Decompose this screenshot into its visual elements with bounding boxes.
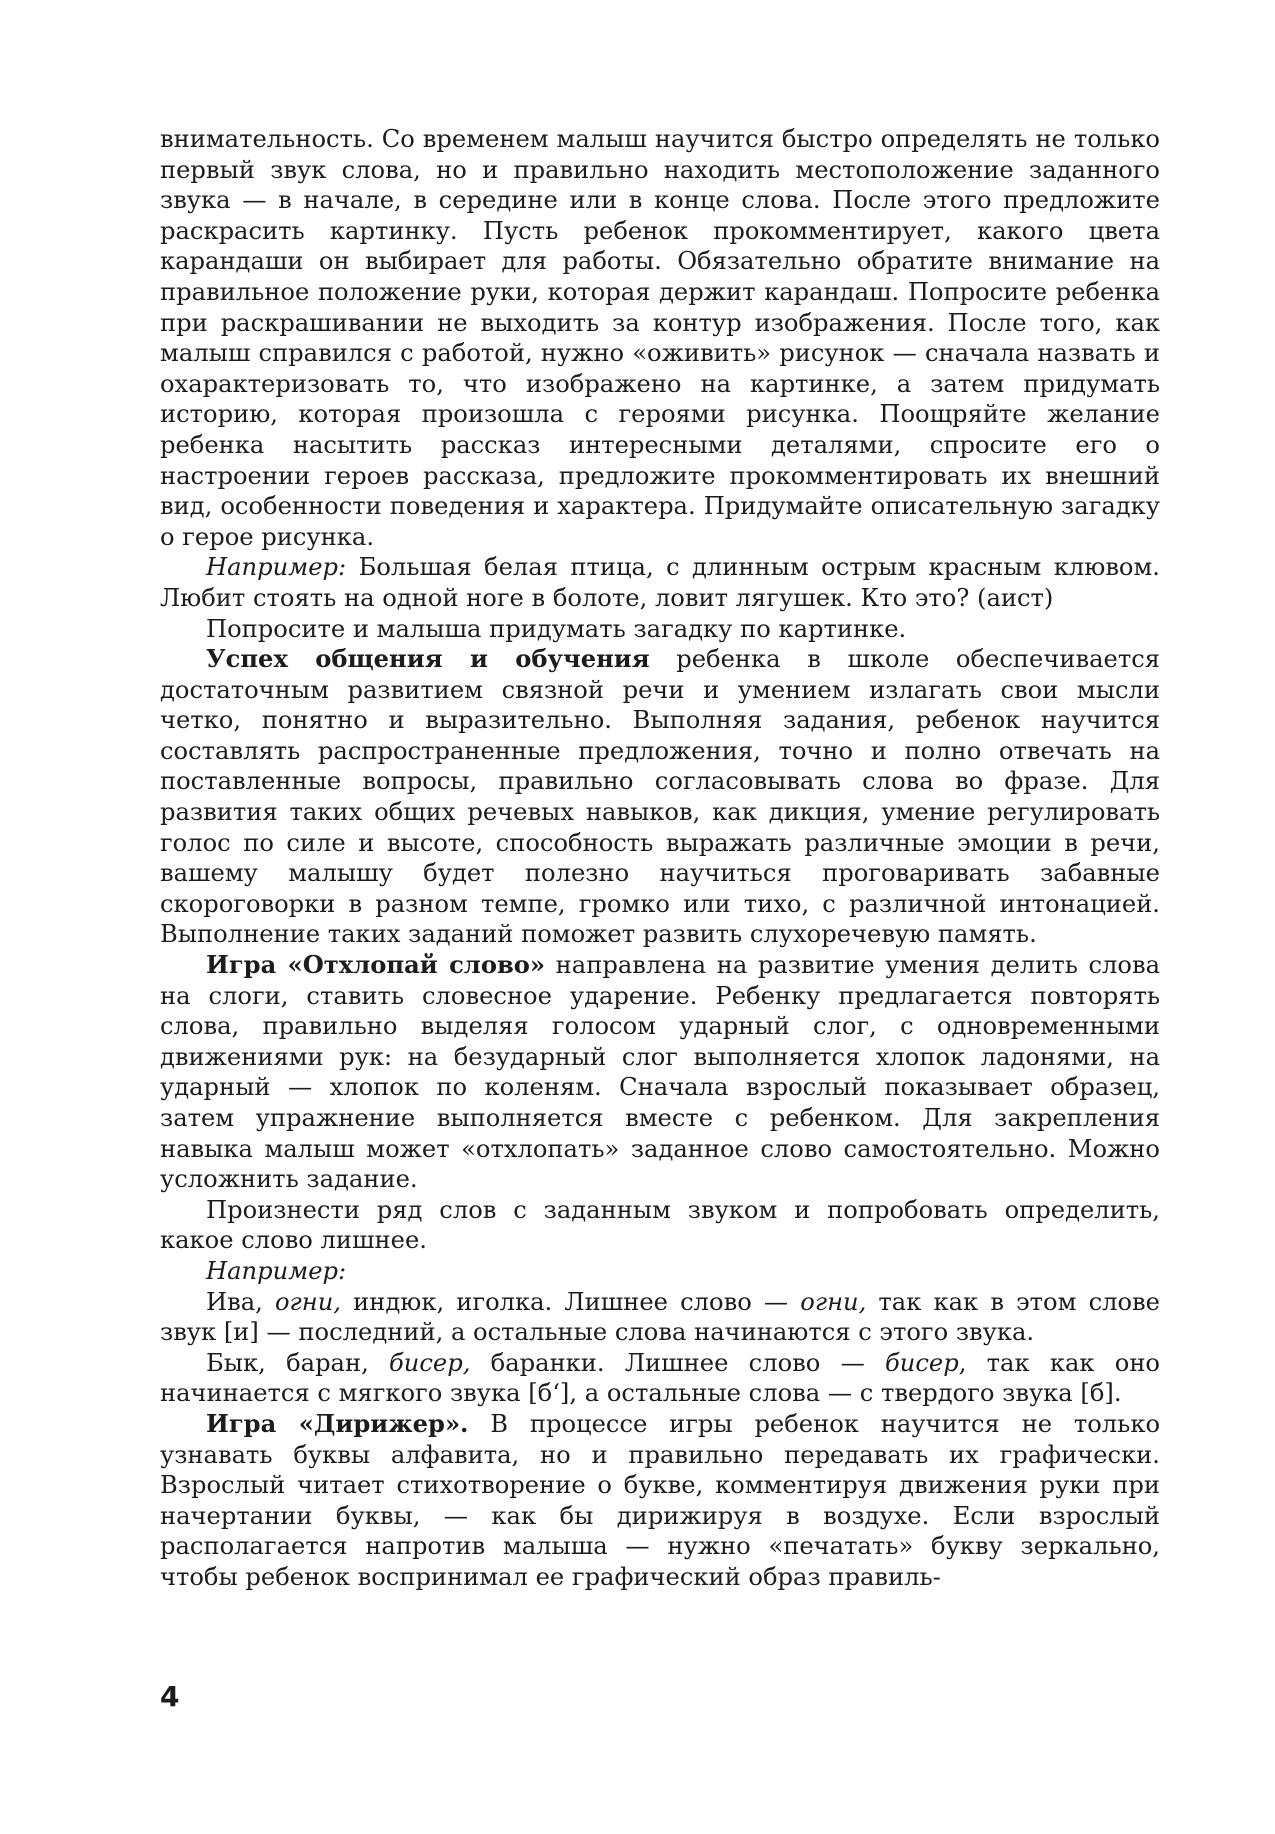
body-text: [160, 124, 1160, 1593]
bold-term: Игра «Дирижер».: [206, 1408, 469, 1438]
paragraph-example-i: Ива, огни, индюк, иголка. Лишнее слово — огни, так как в этом слове звук [и] — последний, а остальные слова начинаются с этого звука.: [160, 1287, 1160, 1347]
paragraph-extra-word: Произнести ряд слов с заданным звуком и попробовать определить, какое слово лишнее.: [160, 1195, 1160, 1255]
page-number: 4: [160, 1680, 180, 1713]
paragraph-communication-success: Успех общения и обучения ребенка в школе обеспечивается достаточным развитием связной речи и умением излагать свои мысли четко, понятно и выразительно. Выполняя задания, ребенок научится составлять распространенные предложения, точно и полно отвечать на поставленные вопросы, правильно согласовывать слова во фразе. Для развития таких общих речевых навыков, как дикция, умение регулировать голос по силе и высоте, способность выражать различные эмоции в речи, вашему малышу будет полезно научиться проговаривать забавные скороговорки в разном темпе, громко или тихо, с различной интонацией. Выполнение таких заданий поможет развить слухоречевую память.: [160, 644, 1161, 949]
paragraph-conductor-game: Игра «Дирижер». В процессе игры ребенок научится не только узнавать буквы алфавита, но и правильно передавать их графически. Взрослый читает стихотворение о букве, комментируя движения руки при начертании буквы, — как бы дирижируя в воздухе. Если взрослый располагается напротив малыша — нужно «печатать» букву зеркально, чтобы ребенок воспринимал ее графический образ правиль-: [160, 1408, 1161, 1591]
paragraph-example-label: [160, 1256, 1160, 1287]
example-label: Например:: [206, 1256, 347, 1285]
paragraph-clap-game: Игра «Отхлопай слово» направлена на развитие умения делить слова на слоги, ставить словесное ударение. Ребенку предлагается повторять слова, правильно выделяя голосом ударный слог, с одновременными движениями рук: на безударный слог выполняется хлопок ладонями, на ударный — хлопок по коленям. Сначала взрослый показывает образец, затем упражнение выполняется вместе с ребенком. Для закрепления навыка малыш может «отхлопать» заданное слово самостоятельно. Можно усложнить задание.: [160, 950, 1161, 1194]
bold-term: Успех общения и обучения: [206, 644, 650, 674]
paragraph-continuation: внимательность. Со временем малыш научится быстро определять не только первый звук слова, но и правильно находить местоположение заданного звука — в начале, в середине или в конце слова. После этого предложите раскрасить картинку. Пусть ребенок прокомментирует, какого цвета карандаши он выбирает для работы. Обязательно обратите внимание на правильное положение руки, которая держит карандаш. Попросите ребенка при раскрашивании не выходить за контур изображения. После того, как малыш справился с работой, нужно «оживить» рисунок — сначала назвать и охарактеризовать то, что изображено на картинке, а затем придумать историю, которая произошла с героями рисунка. Поощряйте желание ребенка насытить рассказ интересными деталями, спросите его о настроении героев рассказа, предложите прокомментировать их внешний вид, особенности поведения и характера. Придумайте описательную загадку о герое рисунка.: [160, 125, 1160, 551]
paragraph-example-riddle: Например: Большая белая птица, с длинным острым красным клювом. Любит стоять на одной ноге в болоте, ловит лягушек. Кто это? (аист): [160, 553, 1160, 612]
bold-term: Игра «Отхлопай слово»: [206, 950, 546, 980]
paragraph-ask-child: Попросите и малыша придумать загадку по картинке.: [206, 614, 907, 643]
paragraph-example-b: Бык, баран, бисер, баранки. Лишнее слово — бисер, так как оно начинается с мягкого звука [б‘], а остальные слова — с твердого звука [б].: [160, 1348, 1160, 1408]
example-label: Например:: [206, 553, 347, 582]
